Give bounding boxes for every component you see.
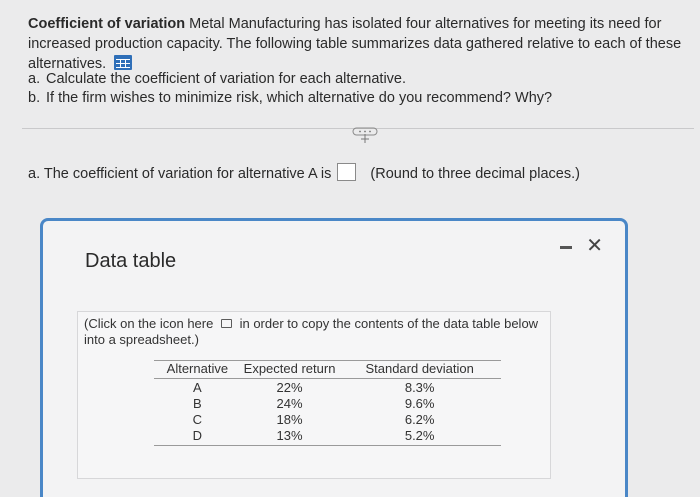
question-text: If the firm wishes to minimize risk, which alternative do you recommend? Why? <box>46 90 553 106</box>
table-grid-icon[interactable] <box>114 55 132 70</box>
cell-expected-return: 18% <box>276 411 303 427</box>
copy-icon[interactable] <box>221 319 232 328</box>
problem-title: Coefficient of variation <box>28 16 186 32</box>
question-text: Calculate the coefficient of variation for each alternative. <box>46 71 407 87</box>
header-standard-deviation: Standard deviation <box>338 361 501 379</box>
answer-line <box>28 163 580 182</box>
header-alternative: Alternative <box>154 361 241 379</box>
cell-expected-return: 13% <box>241 427 339 446</box>
cell-expected-return: 24% <box>276 395 303 411</box>
cell-alternative: C <box>192 411 203 427</box>
copy-note-after: in order to copy the contents of the data table below into a spreadsheet.) <box>84 316 539 347</box>
cell-alternative: A <box>193 379 202 395</box>
copy-instructions <box>84 316 554 348</box>
cell-standard-deviation: 5.2% <box>338 427 501 446</box>
question-letter: b. <box>28 90 41 106</box>
cell-standard-deviation: 8.3% <box>404 379 435 395</box>
problem-text: Metal Manufacturing has isolated four alternatives for meeting its need for increased production capacity. The following table summarizes data gathered relative to each of these alternatives. <box>28 16 682 72</box>
table-row <box>154 379 501 396</box>
table-row <box>154 411 501 427</box>
table-header-row <box>154 361 501 379</box>
rounding-note: (Round to three decimal places.) <box>370 166 580 182</box>
cell-expected-return: 22% <box>276 379 303 395</box>
close-icon[interactable]: ✕ <box>586 235 603 257</box>
copy-note-before: (Click on the icon here <box>84 316 214 331</box>
answer-input[interactable] <box>337 163 356 181</box>
question-letter: a. <box>28 71 41 87</box>
table-row <box>154 395 501 411</box>
question-list <box>28 70 552 108</box>
table-row <box>154 427 501 446</box>
dialog-title: Data table <box>85 250 177 272</box>
question-a <box>28 70 552 89</box>
alternatives-table <box>154 360 501 446</box>
cell-standard-deviation: 9.6% <box>404 395 435 411</box>
minimize-icon[interactable] <box>560 246 572 249</box>
header-expected-return: Expected return <box>241 361 339 379</box>
answer-prefix: a. The coefficient of variation for alternative A is <box>28 166 332 182</box>
expand-arrows-icon[interactable] <box>349 123 381 147</box>
dialog-controls <box>560 237 603 255</box>
cell-alternative: B <box>193 395 202 411</box>
problem-statement <box>28 14 693 74</box>
cell-standard-deviation: 6.2% <box>404 411 435 427</box>
question-b <box>28 89 552 108</box>
cell-alternative: D <box>154 427 241 446</box>
data-table-panel <box>77 311 551 479</box>
data-table-dialog <box>40 218 628 497</box>
